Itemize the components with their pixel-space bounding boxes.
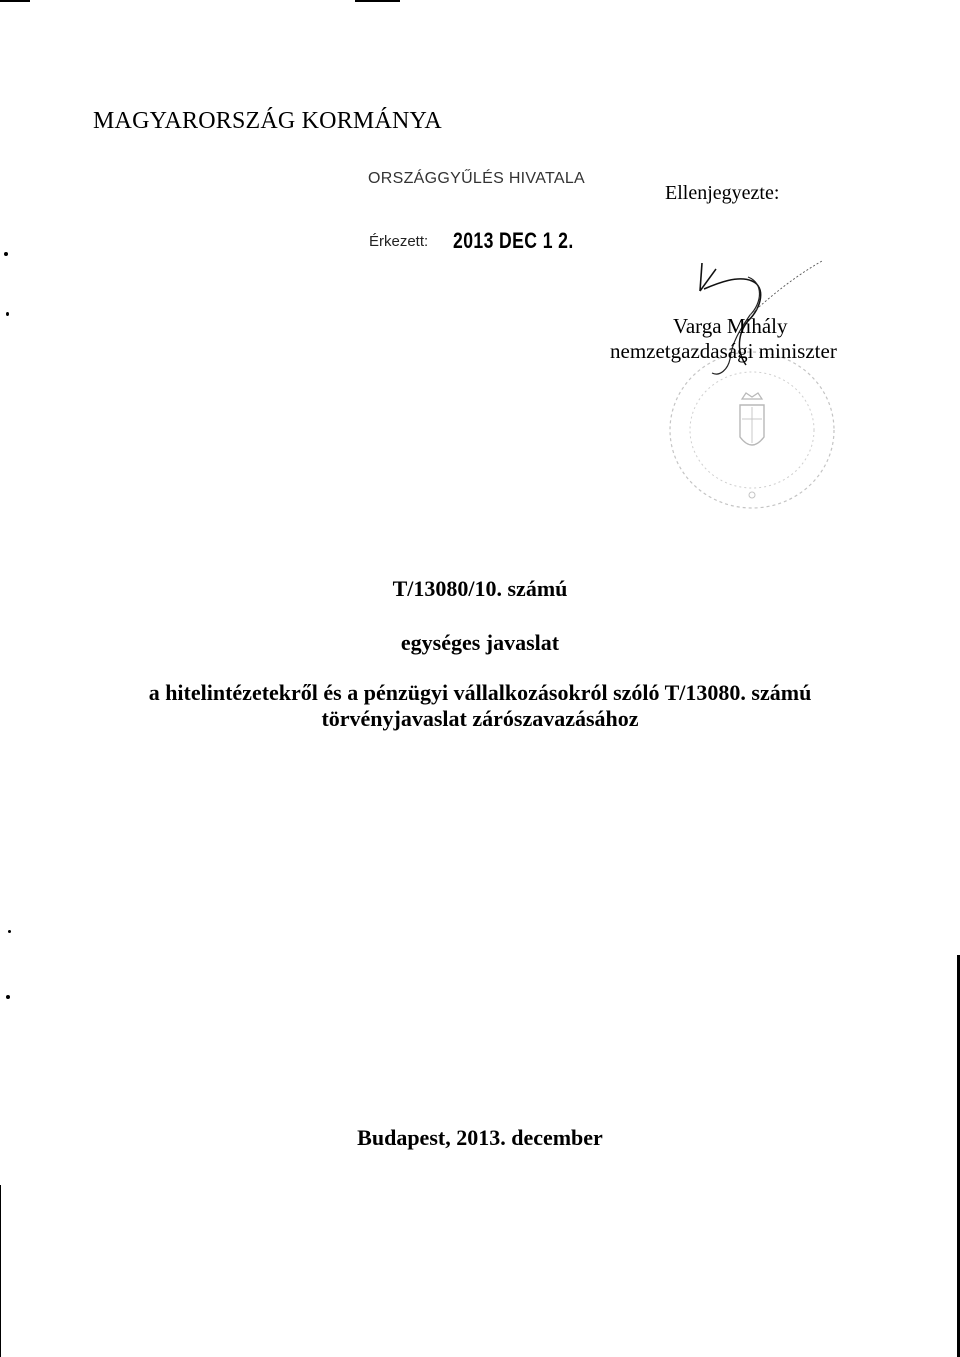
government-heading: MAGYARORSZÁG KORMÁNYA bbox=[93, 108, 442, 134]
received-stamp-label: Érkezett: bbox=[369, 233, 429, 250]
scan-edge-line-left bbox=[0, 1185, 1, 1357]
received-stamp-date: 2013 DEC 1 2. bbox=[453, 228, 574, 253]
minister-title: nemzetgazdasági miniszter bbox=[610, 339, 837, 363]
place-and-date: Budapest, 2013. december bbox=[357, 1125, 603, 1150]
minister-name: Varga Mihály bbox=[673, 314, 788, 338]
scan-speck bbox=[6, 995, 10, 999]
document-subject bbox=[0, 680, 960, 732]
scan-edge-line-top-mid bbox=[355, 0, 400, 2]
document-type: egységes javaslat bbox=[400, 630, 560, 655]
document-number: T/13080/10. számú bbox=[392, 576, 568, 601]
scan-edge-line-top-left bbox=[0, 0, 30, 2]
countersignature-label: Ellenjegyezte: bbox=[665, 182, 780, 204]
scan-speck bbox=[6, 312, 9, 316]
scan-speck bbox=[4, 252, 8, 256]
document-subject-line: a hitelintézetekről és a pénzügyi vállalkozásokról szóló T/13080. számú bbox=[148, 680, 812, 705]
scan-speck bbox=[8, 930, 11, 933]
received-stamp-office: ORSZÁGGYŰLÉS HIVATALA bbox=[368, 170, 586, 187]
document-subject-line: törvényjavaslat zárószavazásához bbox=[321, 706, 639, 731]
